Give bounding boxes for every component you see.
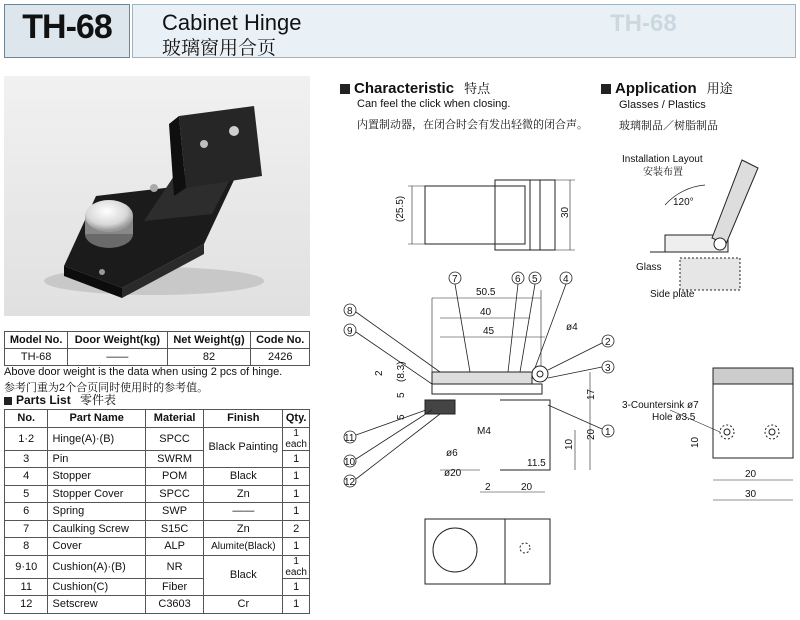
part-name: Hinge(A)·(B) xyxy=(48,427,145,450)
part-finish-merged: Black xyxy=(204,555,283,596)
hole-label-countersink: 3-Countersink ø7 xyxy=(622,400,699,411)
part-material: SWP xyxy=(145,503,203,521)
part-name: Cover xyxy=(48,538,145,556)
part-no: 8 xyxy=(5,538,48,556)
part-qty: 1 xyxy=(283,538,310,556)
title-chinese: 玻璃窗用合页 xyxy=(162,38,277,59)
callout-number: 8 xyxy=(347,306,353,317)
part-qty: 1 each xyxy=(283,555,310,578)
characteristic-line-cn: 内置制动器，在闭合时会有发出轻微的闭合声。 xyxy=(357,119,588,131)
characteristic-title: Characteristic xyxy=(354,80,455,97)
note-english: Above door weight is the data when using 2 pcs of hinge. xyxy=(4,366,283,378)
part-material: C3603 xyxy=(145,596,203,614)
part-name: Setscrew xyxy=(48,596,145,614)
dim-label: ø6 xyxy=(446,448,458,459)
part-qty: 1 each xyxy=(283,427,310,450)
dim-label: 30 xyxy=(560,206,571,218)
install-side-plate-label: Side plate xyxy=(650,289,695,300)
dim-label: 5 xyxy=(396,414,407,420)
parts-header-qty: Qty. xyxy=(283,410,310,428)
hole-plate-view xyxy=(670,368,793,500)
dim-label: 11.5 xyxy=(527,458,546,469)
part-finish: Cr xyxy=(204,596,283,614)
part-name: Pin xyxy=(48,450,145,468)
part-name: Cushion(A)·(B) xyxy=(48,555,145,578)
ghost-watermark: TH-68 xyxy=(610,10,677,37)
install-title: Installation Layout xyxy=(622,154,703,165)
dim-label: 17 xyxy=(586,388,597,400)
part-qty: 1 xyxy=(283,468,310,486)
part-no: 9·10 xyxy=(5,555,48,578)
part-name: Stopper xyxy=(48,468,145,486)
characteristic-line-en: Can feel the click when closing. xyxy=(357,98,511,110)
part-material: Fiber xyxy=(145,578,203,596)
parts-header-finish: Finish xyxy=(204,410,283,428)
callout-number: 2 xyxy=(605,337,611,348)
spec-net-weight: 82 xyxy=(167,349,251,366)
dim-label: (25.5) xyxy=(395,195,406,222)
dim-label: 2 xyxy=(485,482,491,493)
application-title: Application xyxy=(615,80,697,97)
part-qty: 1 xyxy=(283,450,310,468)
part-no: 5 xyxy=(5,485,48,503)
parts-header-no: No. xyxy=(5,410,48,428)
dim-label: 10 xyxy=(690,436,701,448)
parts-header-name: Part Name xyxy=(48,410,145,428)
callout-number: 12 xyxy=(344,477,356,488)
dim-label: 2 xyxy=(374,370,385,376)
install-title-cn: 安装布置 xyxy=(643,167,683,178)
spec-header-model: Model No. xyxy=(5,332,68,349)
part-no: 1·2 xyxy=(5,427,48,450)
callout-number: 5 xyxy=(532,274,538,285)
application-line-cn: 玻璃制品／树脂制品 xyxy=(619,120,718,132)
callout-number: 4 xyxy=(563,274,569,285)
parts-header-material: Material xyxy=(145,410,203,428)
part-qty: 1 xyxy=(283,596,310,614)
dim-label: 45 xyxy=(483,326,495,337)
model-number: TH-68 xyxy=(22,8,112,46)
part-qty: 1 xyxy=(283,485,310,503)
part-finish: Zn xyxy=(204,520,283,538)
part-finish: Alumite(Black) xyxy=(204,538,283,556)
part-finish: —— xyxy=(204,503,283,521)
dim-label: M4 xyxy=(477,426,491,437)
part-name: Cushion(C) xyxy=(48,578,145,596)
part-no: 12 xyxy=(5,596,48,614)
spec-header-net-weight: Net Weight(g) xyxy=(167,332,251,349)
side-view xyxy=(425,290,590,492)
callout-number: 10 xyxy=(344,457,356,468)
install-glass-label: Glass xyxy=(636,262,662,273)
callout-number: 1 xyxy=(605,427,611,438)
part-material: SPCC xyxy=(145,485,203,503)
part-material: NR xyxy=(145,555,203,578)
part-finish-merged: Black Painting xyxy=(204,427,283,468)
hole-label-hole: Hole ø3.5 xyxy=(652,412,696,423)
top-view xyxy=(408,180,575,250)
dim-label: 20 xyxy=(521,482,533,493)
bottom-view xyxy=(425,519,550,584)
title-english: Cabinet Hinge xyxy=(162,10,302,35)
dim-label: 20 xyxy=(586,428,597,440)
part-no: 11 xyxy=(5,578,48,596)
dim-label: (8.3) xyxy=(396,361,407,382)
note-chinese: 参考门重为2个合页同时使用时的参考值。 xyxy=(4,382,209,394)
dim-label: 40 xyxy=(480,307,492,318)
spec-header-code: Code No. xyxy=(251,332,310,349)
part-no: 7 xyxy=(5,520,48,538)
callout-number: 6 xyxy=(515,274,521,285)
spec-door-weight: —— xyxy=(68,349,167,366)
part-material: ALP xyxy=(145,538,203,556)
callout-number: 11 xyxy=(344,433,355,444)
part-material: SPCC xyxy=(145,427,203,450)
part-material: SWRM xyxy=(145,450,203,468)
parts-title-cn: 零件表 xyxy=(80,393,117,407)
part-finish: Zn xyxy=(204,485,283,503)
part-name: Stopper Cover xyxy=(48,485,145,503)
application-title-cn: 用途 xyxy=(706,81,733,96)
spec-header-door-weight: Door Weight(kg) xyxy=(68,332,167,349)
spec-code: 2426 xyxy=(251,349,310,366)
dim-label: 10 xyxy=(564,438,575,450)
install-angle: 120° xyxy=(673,197,694,208)
callout-number: 7 xyxy=(452,274,458,285)
part-name: Spring xyxy=(48,503,145,521)
part-no: 6 xyxy=(5,503,48,521)
part-qty: 2 xyxy=(283,520,310,538)
part-qty: 1 xyxy=(283,578,310,596)
callout-number: 9 xyxy=(347,326,353,337)
dim-label: 50.5 xyxy=(476,287,496,298)
callout-number: 3 xyxy=(605,363,611,374)
dim-label: 30 xyxy=(745,489,757,500)
part-qty: 1 xyxy=(283,503,310,521)
part-name: Caulking Screw xyxy=(48,520,145,538)
part-no: 3 xyxy=(5,450,48,468)
dim-label: ø20 xyxy=(444,468,462,479)
dim-label: 20 xyxy=(745,469,757,480)
application-line-en: Glasses / Plastics xyxy=(619,99,706,111)
part-material: S15C xyxy=(145,520,203,538)
spec-model: TH-68 xyxy=(5,349,68,366)
part-finish: Black xyxy=(204,468,283,486)
part-no: 4 xyxy=(5,468,48,486)
installation-layout xyxy=(650,160,758,290)
part-material: POM xyxy=(145,468,203,486)
parts-title-en: Parts List xyxy=(16,393,71,407)
dim-label: ø4 xyxy=(566,322,578,333)
dim-label: 5 xyxy=(396,392,407,398)
characteristic-title-cn: 特点 xyxy=(464,81,491,96)
